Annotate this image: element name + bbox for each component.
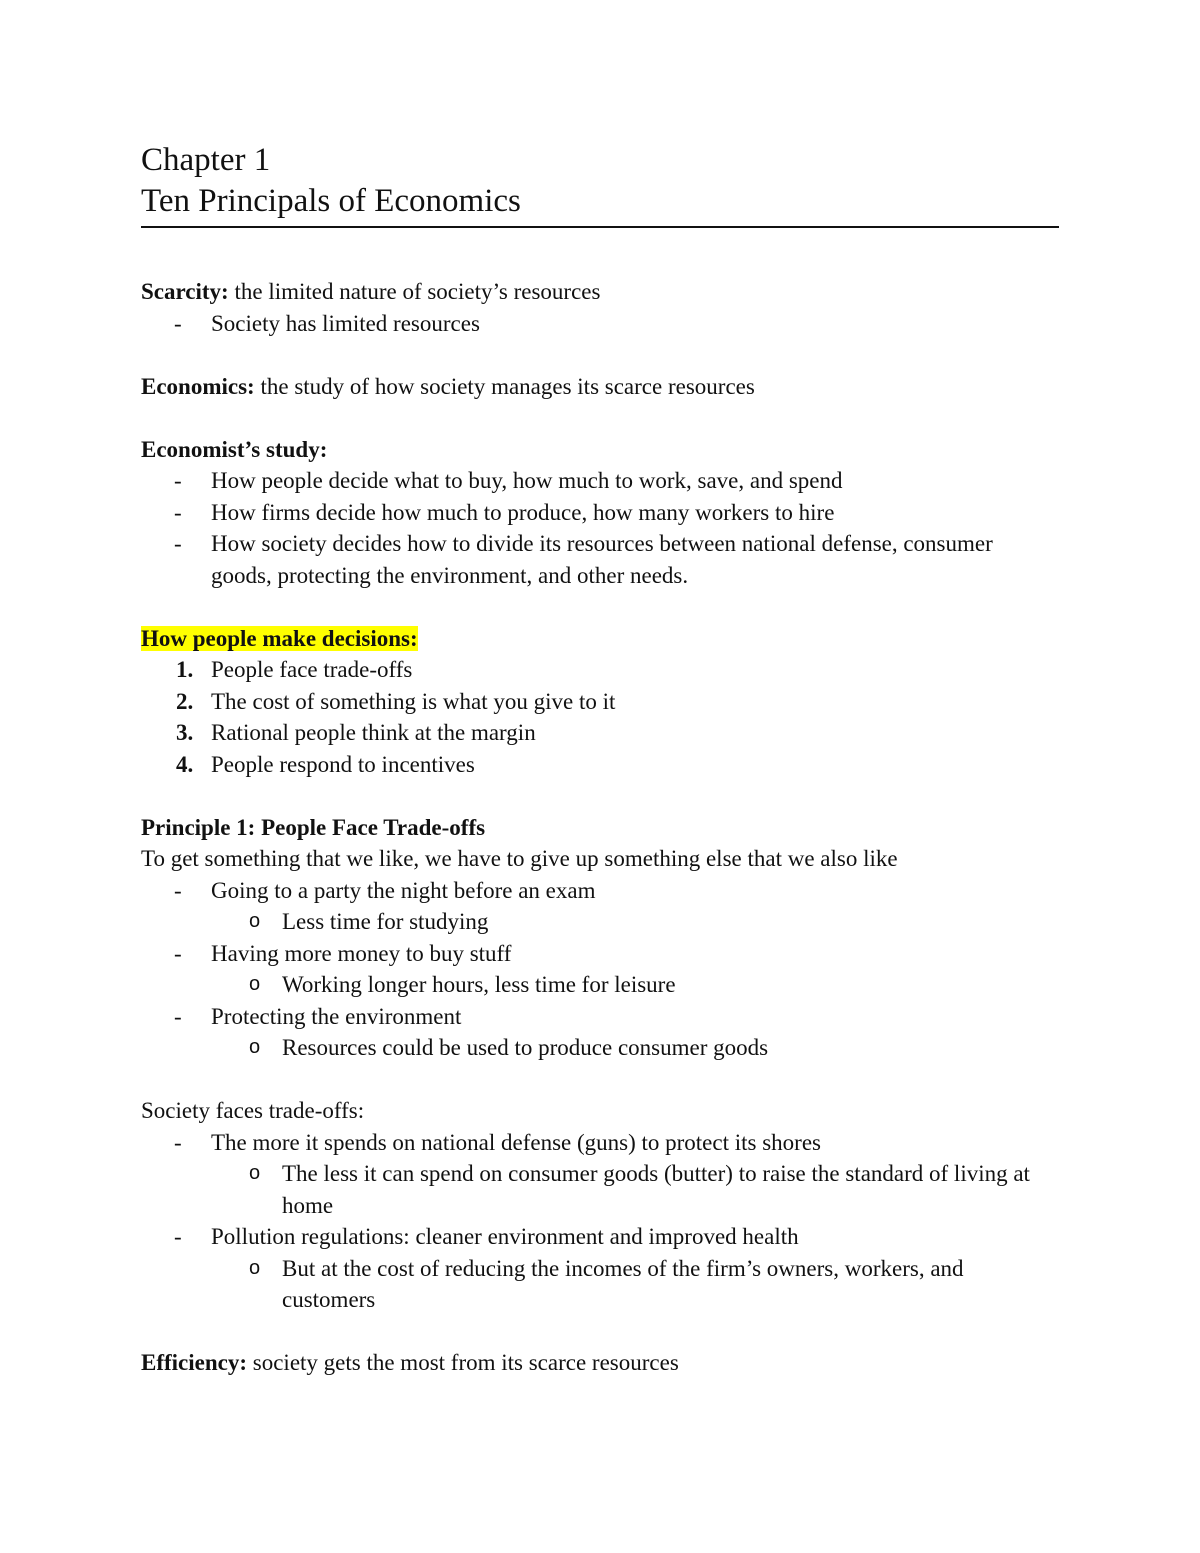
principle1-subbullet bbox=[141, 906, 1059, 938]
scarcity-bullet bbox=[141, 308, 1059, 340]
decisions-heading: How people make decisions: bbox=[141, 625, 418, 651]
item-number: 3. bbox=[176, 720, 194, 745]
item-text: People respond to incentives bbox=[211, 751, 475, 777]
circle-marker: o bbox=[249, 1256, 261, 1279]
circle-marker: o bbox=[249, 973, 261, 995]
document-body bbox=[141, 276, 1059, 1379]
principle1-subbullet bbox=[141, 969, 1059, 1001]
economics-definition bbox=[141, 371, 1059, 403]
society-bullet bbox=[141, 1127, 1059, 1159]
principle1-bullet bbox=[141, 1001, 1059, 1033]
dash-marker: - bbox=[174, 499, 182, 525]
bullet-text: Protecting the environment bbox=[211, 1003, 462, 1029]
item-text: People face trade-offs bbox=[211, 657, 413, 682]
principle1-bullet bbox=[141, 875, 1059, 907]
dash-marker: - bbox=[174, 940, 182, 966]
item-text: Rational people think at the margin bbox=[211, 720, 536, 745]
economist-study-bullet bbox=[141, 497, 1059, 529]
item-text: The cost of something is what you give to it bbox=[211, 688, 616, 714]
chapter-title: Ten Principals of Economics bbox=[141, 183, 521, 219]
circle-marker: o bbox=[249, 1162, 261, 1184]
principle1-subbullet bbox=[141, 1032, 1059, 1064]
principle1-intro: To get something that we like, we have to give up something else that we also like bbox=[141, 846, 898, 871]
dash-marker: - bbox=[174, 310, 182, 336]
society-heading: Society faces trade-offs: bbox=[141, 1098, 365, 1123]
scarcity-text: the limited nature of society’s resources bbox=[228, 279, 601, 304]
economist-study-bullet bbox=[141, 528, 1059, 591]
dash-marker: - bbox=[174, 877, 182, 903]
efficiency-term: Efficiency: bbox=[141, 1350, 248, 1375]
item-number: 4. bbox=[176, 751, 194, 777]
chapter-number: Chapter 1 bbox=[141, 142, 271, 178]
item-number: 1. bbox=[176, 657, 194, 682]
subbullet-text: But at the cost of reducing the incomes of the firm’s owners, workers, and customers bbox=[282, 1255, 964, 1312]
bullet-text: How firms decide how much to produce, how many workers to hire bbox=[211, 499, 835, 525]
decision-item bbox=[141, 717, 1059, 749]
bullet-text: The more it spends on national defense (guns) to protect its shores bbox=[211, 1129, 821, 1155]
subbullet-text: Resources could be used to produce consumer goods bbox=[282, 1035, 769, 1060]
decision-item bbox=[141, 686, 1059, 718]
subbullet-text: Less time for studying bbox=[282, 909, 489, 934]
item-number: 2. bbox=[176, 688, 194, 714]
dash-marker: - bbox=[174, 1129, 182, 1155]
economist-study-heading: Economist’s study: bbox=[141, 436, 328, 462]
bullet-text: Pollution regulations: cleaner environment and improved health bbox=[211, 1224, 799, 1249]
principle1-bullet bbox=[141, 938, 1059, 970]
bullet-text: Going to a party the night before an exam bbox=[211, 877, 596, 903]
scarcity-term: Scarcity: bbox=[141, 279, 229, 304]
subbullet-text: The less it can spend on consumer goods (butter) to raise the standard of living at home bbox=[282, 1161, 1030, 1218]
society-subbullet bbox=[141, 1253, 1059, 1316]
document-page bbox=[141, 140, 1059, 1379]
society-subbullet bbox=[141, 1158, 1059, 1221]
dash-marker: - bbox=[174, 1224, 182, 1249]
circle-marker: o bbox=[249, 1036, 261, 1058]
bullet-text: Having more money to buy stuff bbox=[211, 940, 512, 966]
bullet-text: How society decides how to divide its resources between national defense, consumer goods, protecting the environment, and other needs. bbox=[211, 531, 993, 588]
decision-item bbox=[141, 654, 1059, 686]
decisions-heading-row bbox=[141, 623, 1059, 655]
efficiency-definition bbox=[141, 1347, 1059, 1379]
efficiency-text: society gets the most from its scarce resources bbox=[247, 1350, 679, 1375]
principle1-heading: Principle 1: People Face Trade-offs bbox=[141, 814, 486, 840]
dash-marker: - bbox=[174, 1003, 182, 1029]
economist-study-bullet bbox=[141, 465, 1059, 497]
title-block bbox=[141, 140, 1059, 228]
bullet-text: How people decide what to buy, how much to work, save, and spend bbox=[211, 468, 843, 493]
dash-marker: - bbox=[174, 531, 182, 556]
dash-marker: - bbox=[174, 468, 182, 493]
circle-marker: o bbox=[249, 910, 261, 932]
economics-term: Economics: bbox=[141, 373, 255, 399]
bullet-text: Society has limited resources bbox=[211, 310, 480, 336]
economics-text: the study of how society manages its scarce resources bbox=[254, 373, 755, 399]
society-bullet bbox=[141, 1221, 1059, 1253]
subbullet-text: Working longer hours, less time for leisure bbox=[282, 972, 676, 997]
decision-item bbox=[141, 749, 1059, 781]
scarcity-definition bbox=[141, 276, 1059, 308]
